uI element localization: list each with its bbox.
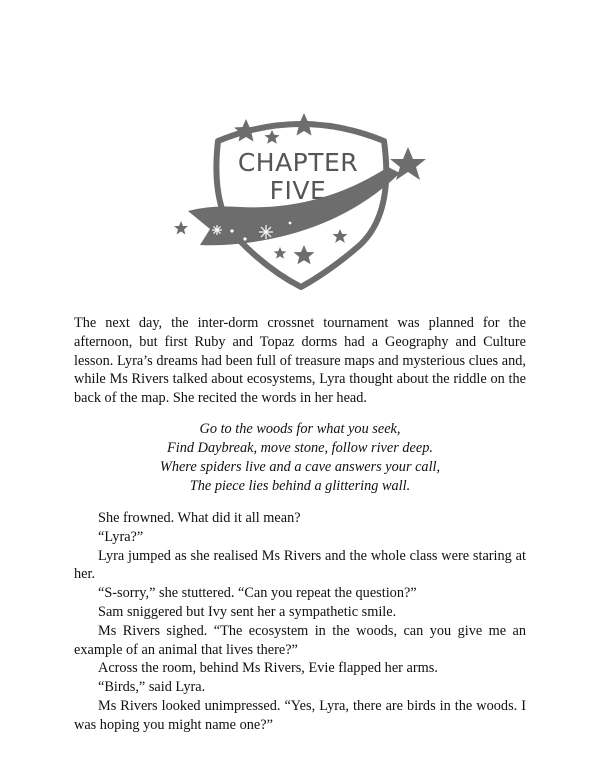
paragraph: Sam sniggered but Ivy sent her a sympathetic smile. [98, 603, 397, 620]
sparkle-dot [289, 222, 292, 225]
verse-line: The piece lies behind a glittering wall. [189, 477, 411, 494]
verse-line: Where spiders live and a cave answers your call, [159, 458, 441, 475]
opening-paragraph: The next day, the inter-dorm crossnet tournament was planned for the afternoon, but first Ruby and Topaz dorms had a Geography and Culture lesson. Lyra’s dreams had been full of treasure maps and mysterious clues and, while Ms Rivers talked about ecosystems, Lyra thought about the riddle on the back of the map. She recited the words in her head. [74, 315, 526, 407]
verse-line: Go to the woods for what you seek, [199, 420, 401, 437]
paragraph: “Lyra?” [98, 528, 144, 545]
paragraph: Ms Rivers looked unimpressed. “Yes, Lyra, there are birds in the woods. I was hoping you might name one?” [74, 697, 526, 733]
paragraph: “Birds,” said Lyra. [98, 679, 206, 696]
chapter-label: CHAPTER [237, 148, 359, 177]
sparkle-dot [243, 237, 246, 240]
paragraph: She frowned. What did it all mean? [98, 509, 301, 526]
verse-line: Find Daybreak, move stone, follow river deep. [167, 439, 433, 456]
chapter-emblem [170, 103, 432, 293]
chapter-text [74, 314, 526, 735]
paragraph: Ms Rivers sighed. “The ecosystem in the woods, can you give me an example of an animal that lives there?” [74, 622, 526, 658]
paragraph: Lyra jumped as she realised Ms Rivers and the whole class were staring at her. [74, 547, 526, 583]
riddle-verse [74, 420, 526, 496]
star-icon [174, 221, 188, 235]
sparkle-dot [230, 229, 233, 232]
paragraph: “S-sorry,” she stuttered. “Can you repeat the question?” [98, 585, 417, 602]
chapter-number: FIVE [269, 176, 327, 205]
paragraph: Across the room, behind Ms Rivers, Evie flapped her arms. [98, 660, 438, 677]
shield-star-illustration [170, 103, 432, 293]
sparkle-icon [259, 225, 273, 239]
sparkle-icon [212, 225, 222, 235]
